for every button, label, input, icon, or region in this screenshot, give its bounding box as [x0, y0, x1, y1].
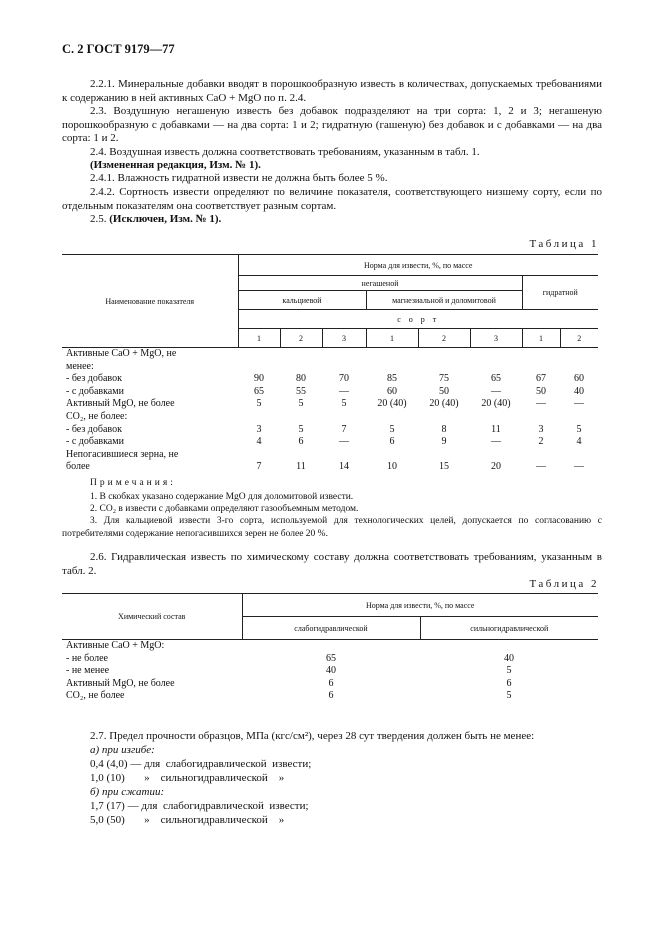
table-cell: [280, 348, 322, 361]
table-cell: 2: [538, 436, 544, 448]
table-cell: 85: [387, 373, 397, 385]
row-label: более: [66, 461, 90, 473]
paragraph-2-5-edit: (Исключен, Изм. № 1).: [109, 213, 222, 225]
table-cell: [238, 348, 280, 361]
note-1: 1. В скобках указано содержание MgO для доломитовой извести.: [90, 492, 354, 502]
paragraph-2-3: 2.3. Воздушную негашеную известь без добавок подразделяют на три сорта: 1, 2 и 3; негашеную порошкообразную с добавками — на два сорта: 1 и 2; гидратную (гашеную) без добавок и с добавками — на два сорта: 1 и 2.: [62, 105, 602, 145]
paragraph-2-5: [62, 213, 602, 227]
table-row: [62, 424, 598, 437]
row-label: менее:: [66, 360, 94, 372]
row-label: Активный MgO, не более: [66, 677, 175, 689]
table-cell: 11: [296, 461, 306, 473]
table-cell: [470, 361, 522, 374]
row-label: - не более: [66, 652, 108, 664]
table-row: [62, 361, 598, 374]
table-row: [62, 386, 598, 399]
table-cell: [560, 348, 598, 361]
table-cell: [366, 449, 418, 462]
table-cell: [238, 411, 280, 424]
table-cell: 6: [328, 677, 334, 689]
table-row: [62, 690, 598, 703]
table-cell: 70: [339, 373, 349, 385]
notes-title: Примечания:: [90, 478, 176, 488]
table-cell: 60: [387, 385, 397, 397]
table1-sort-number: 3: [470, 329, 522, 348]
table-cell: [366, 411, 418, 424]
paragraph-2-2-1: 2.2.1. Минеральные добавки вводят в порошкообразную известь в количествах, допускаемых требованиями к содержанию в ней активных CaO + MgO по п. 2.4.: [62, 78, 602, 104]
table1-sort-number: 1: [522, 329, 560, 348]
table-cell: [238, 361, 280, 374]
table-cell: [560, 411, 598, 424]
table-cell: [418, 411, 470, 424]
table2-norm-header: Норма для извести, %, по массе: [242, 594, 598, 617]
table-cell: [322, 361, 366, 374]
paragraph-2-7-b1: 1,7 (17) — для слабогидравлической извести;: [90, 800, 309, 812]
table-cell: [242, 640, 420, 653]
table-cell: [280, 361, 322, 374]
table-cell: [366, 361, 418, 374]
table-cell: 7: [341, 423, 347, 435]
table-cell: 65: [491, 373, 501, 385]
table1-magn-header: магнезиальной и доломитовой: [366, 291, 522, 310]
table-cell: —: [491, 436, 501, 448]
table-cell: 4: [256, 436, 262, 448]
table1-sort-number: 2: [418, 329, 470, 348]
row-label: CO₂, не более: [66, 690, 125, 702]
paragraph-2-7-a: а) при изгибе:: [90, 744, 155, 756]
paragraph-2-4-1: 2.4.1. Влажность гидратной извести не должна быть более 5 %.: [90, 172, 388, 184]
table1-column-name: Наименование показателя: [62, 255, 238, 348]
table-cell: 60: [574, 373, 584, 385]
row-label: - с добавками: [66, 385, 124, 397]
table-cell: 9: [441, 436, 447, 448]
table-cell: —: [491, 385, 501, 397]
table-row: [62, 436, 598, 449]
table-cell: 20 (40): [429, 398, 459, 410]
table1-caption: Таблица 1: [529, 238, 599, 250]
table-cell: [470, 449, 522, 462]
table-cell: 40: [574, 385, 584, 397]
table-cell: 20 (40): [377, 398, 407, 410]
table-cell: 10: [387, 461, 397, 473]
table-cell: [522, 411, 560, 424]
table1-sort-number: 3: [322, 329, 366, 348]
table-cell: [280, 411, 322, 424]
paragraph-2-7-a1: 0,4 (4,0) — для слабогидравлической извести;: [90, 758, 312, 770]
table-cell: [522, 449, 560, 462]
table-cell: [418, 361, 470, 374]
table2-caption: Таблица 2: [529, 578, 599, 590]
table1-sort-number: 1: [366, 329, 418, 348]
table-row: [62, 373, 598, 386]
table-cell: 3: [256, 423, 262, 435]
table-cell: [418, 449, 470, 462]
row-label: - с добавками: [66, 436, 124, 448]
table-row: [62, 461, 598, 474]
table-cell: [560, 361, 598, 374]
table-cell: —: [339, 436, 349, 448]
table-cell: 6: [328, 690, 334, 702]
table-cell: 40: [326, 665, 336, 677]
table-cell: 40: [504, 652, 514, 664]
table2-weak-header: слабогидравлической: [242, 617, 420, 640]
table-cell: 65: [326, 652, 336, 664]
paragraph-2-4-edit: (Измененная редакция, Изм. № 1).: [90, 159, 261, 171]
table1-calc-header: кальциевой: [238, 291, 366, 310]
table-cell: 5: [298, 398, 304, 410]
paragraph-2-4-2: 2.4.2. Сортность извести определяют по величине показателя, соответствующего низшему сорту, если по отдельным показателям она соответствует разным сортам.: [62, 186, 602, 212]
table-cell: 5: [256, 398, 262, 410]
page-header: С. 2 ГОСТ 9179—77: [62, 42, 175, 56]
table-cell: —: [574, 461, 584, 473]
table-cell: [522, 361, 560, 374]
table-cell: —: [574, 398, 584, 410]
row-label: Активный MgO, не более: [66, 398, 175, 410]
table-row: [62, 665, 598, 678]
table-cell: —: [536, 398, 546, 410]
table-row: [62, 449, 598, 462]
table-2: [62, 593, 598, 703]
table-cell: [470, 348, 522, 361]
table-cell: 11: [491, 423, 501, 435]
paragraph-2-5-number: 2.5.: [90, 213, 107, 225]
paragraph-2-7-b: б) при сжатии:: [90, 786, 165, 798]
row-label: Непогасившиеся зерна, не: [66, 448, 179, 460]
table-cell: 55: [296, 385, 306, 397]
table-row: [62, 653, 598, 666]
table-cell: 3: [538, 423, 544, 435]
table-cell: [322, 348, 366, 361]
row-label: - без добавок: [66, 373, 122, 385]
note-3: 3. Для кальциевой извести 3-го сорта, используемой для технологических целей, допускается по согласованию с потребителями содержание непогасившихся зерен не более 20 %.: [62, 516, 602, 539]
table-cell: 5: [506, 665, 512, 677]
table-cell: 5: [341, 398, 347, 410]
paragraph-2-7-b2: 5,0 (50) » сильногидравлической »: [90, 814, 285, 826]
table-cell: 50: [439, 385, 449, 397]
table-cell: 5: [576, 423, 582, 435]
table-cell: 8: [441, 423, 447, 435]
table1-negash-header: негашеной: [238, 276, 522, 291]
table-cell: 6: [298, 436, 304, 448]
table-cell: 7: [256, 461, 262, 473]
table-row: [62, 411, 598, 424]
table-cell: [470, 411, 522, 424]
table-cell: [420, 640, 598, 653]
table1-sort-number: 2: [560, 329, 598, 348]
table-cell: 14: [339, 461, 349, 473]
table2-strong-header: сильногидравлической: [420, 617, 598, 640]
table-cell: [522, 348, 560, 361]
paragraph-2-6: 2.6. Гидравлическая известь по химическому составу должна соответствовать требованиям, указанным в табл. 2.: [62, 551, 602, 577]
table-cell: —: [536, 461, 546, 473]
row-label: Активные CaO + MgO:: [66, 640, 165, 651]
table-cell: 20 (40): [481, 398, 511, 410]
table-cell: —: [339, 385, 349, 397]
row-label: - не менее: [66, 665, 110, 677]
table-cell: 6: [389, 436, 395, 448]
table-cell: 50: [536, 385, 546, 397]
note-2: 2. CO₂ в извести с добавками определяют газообъемным методом.: [90, 504, 359, 514]
table-cell: 20: [491, 461, 501, 473]
paragraph-2-7-a2: 1,0 (10) » сильногидравлической »: [90, 772, 285, 784]
table1-sort-number: 2: [280, 329, 322, 348]
table-cell: [418, 348, 470, 361]
table1-hydr-header: гидратной: [522, 276, 598, 310]
table-cell: 5: [389, 423, 395, 435]
table-cell: 80: [296, 373, 306, 385]
table-cell: 65: [254, 385, 264, 397]
table-row: [62, 398, 598, 411]
table-cell: 90: [254, 373, 264, 385]
table-cell: 15: [439, 461, 449, 473]
table1-sort-header: с о р т: [238, 310, 598, 329]
table-cell: 4: [576, 436, 582, 448]
table1-norm-header: Норма для извести, %, по массе: [238, 255, 598, 276]
paragraph-2-4: 2.4. Воздушная известь должна соответствовать требованиям, указанным в табл. 1.: [90, 146, 480, 158]
table-cell: [366, 348, 418, 361]
paragraph-2-7: 2.7. Предел прочности образцов, МПа (кгс/см²), через 28 сут твердения должен быть не менее:: [90, 730, 535, 742]
table-cell: [238, 449, 280, 462]
row-label: CO₂, не более:: [66, 410, 128, 422]
table-1: [62, 254, 598, 474]
row-label: Активные CaO + MgO, не: [66, 348, 177, 359]
table-cell: 75: [439, 373, 449, 385]
table-cell: 6: [506, 677, 512, 689]
table-cell: 5: [506, 690, 512, 702]
table-cell: 67: [536, 373, 546, 385]
table1-sort-number: 1: [238, 329, 280, 348]
table-cell: [560, 449, 598, 462]
row-label: - без добавок: [66, 423, 122, 435]
table-row: [62, 640, 598, 653]
table-cell: [280, 449, 322, 462]
table-row: [62, 348, 598, 361]
table2-column-name: Химический состав: [62, 594, 242, 640]
table-row: [62, 678, 598, 691]
table-cell: 5: [298, 423, 304, 435]
table-cell: [322, 411, 366, 424]
table-cell: [322, 449, 366, 462]
